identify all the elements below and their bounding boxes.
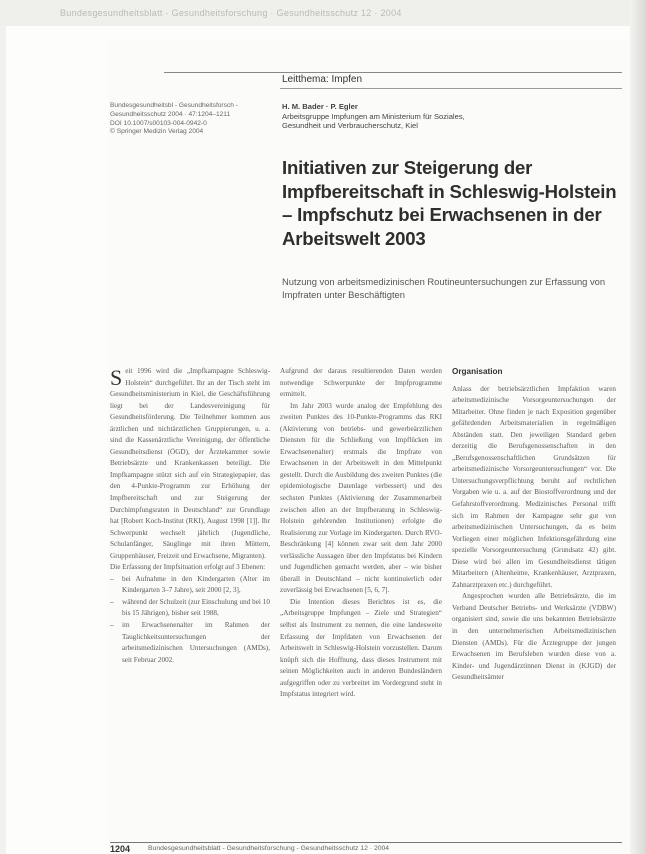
scan-right-edge (630, 0, 646, 854)
section-heading: Organisation (452, 367, 503, 376)
list-item: – bei Aufnahme in den Kindergarten (Alter im Kindergarten 3–7 Jahre), seit 2000 [2, 3], (110, 574, 270, 595)
header-rule-lower (280, 88, 622, 89)
bullet-list (110, 574, 270, 666)
bleed-through-text: Bundesgesundheitsblatt · Gesundheitsforschung · Gesundheitsschutz 12 · 2004 (60, 8, 402, 18)
section-rubric: Leitthema: Impfen (282, 74, 363, 85)
citation-meta (110, 102, 270, 137)
footer-rule (110, 842, 622, 843)
meta-copyright: © Springer Medizin Verlag 2004 (110, 128, 204, 136)
journal-footer: Bundesgesundheitsblatt - Gesundheitsforschung - Gesundheitsschutz 12 · 2004 (148, 845, 390, 852)
body-paragraph: Im Jahr 2003 wurde analog der Empfehlung des zweiten Punktes des 10-Punkte-Programms das RKI (Aktivierung von betriebs- und gewerbeärztlichen Diensten für die Schließung von Impflücken im Erwachsenenalter) erstmals die Impfrate von Erwachsenen in der Arbeitswelt in den Mittelpunkt gestellt. Durch die Ausbildung des zweiten Punktes (die epidemiologische Datenlage verbessert) und des sechsten Punktes (Aktivierung der Zusammenarbeit zwischen allen an der Impfberatung in Schleswig-Holstein gehörenden Institutionen) erfolgte die Realisierung zur Vorlage im Kindergarten. Durch RVO-Beschränkung [4] können zwar seit dem Jahr 2000 verlässliche Aussagen über den Impfstatus bei Kindern und Jugendlichen gemacht werden, aber – wie bisher überall in Deutschland – nicht kontinuierlich oder zuverlässig bei Erwachsenen [5, 6, 7]. (280, 401, 442, 595)
author-names: H. M. Bader · P. Egler (282, 102, 358, 111)
body-column-1 (110, 366, 270, 838)
body-paragraph: Angesprochen wurden alle Betriebsärzte, die im Verband Deutscher Betriebs- und Werksärzte (VDBW) organisiert sind, sowie die uns bekannten Betriebsärzte in den unternehmerischen Arbeitsmedizinischen Diensten (AMDs). Für die Ärztegruppe der jungen Erwachsenen im Berufsleben wurden diese von a. Kinder- und Jugendärztinnen Dienst in (KJGD) der Gesundheitsämter (452, 592, 616, 682)
article-subtitle: Nutzung von arbeitsmedizinischen Routineuntersuchungen zur Erfassung von Impfraten unter Beschäftigten (282, 276, 606, 300)
scan-top-strip (0, 0, 646, 26)
author-block (282, 102, 612, 131)
body-paragraph: Die Intention dieses Berichtes ist es, die „Arbeitsgruppe Impfungen – Ziele und Strategien“ selbst als Instrument zu nennen, die eine landesweite Erfassung der Impfdaten von Erwachsenen der Arbeitswelt in Schleswig-Holstein vorzustellen. Darum knüpft sich die Hoffnung, dass dieses Instrument mit seinen Möglichkeiten auch in anderen Bundesländern aufgegriffen oder zu verbreitet im Vordergrund steht in Impfstatus integriert wird. (280, 597, 442, 699)
body-column-3 (452, 366, 616, 838)
drop-cap: S (110, 366, 123, 390)
meta-line: Bundesgesundheitsbl - Gesundheitsforsch - (110, 102, 238, 109)
author-affiliation: Arbeitsgruppe Impfungen am Ministerium für Soziales, (282, 111, 465, 121)
intro-paragraph: eit 1996 wird die „Impfkampagne Schleswig-Holstein“ durchgeführt. Ihr an der Tisch steht im Gesundheitsministerium in Kiel, die Geschäftsführung liegt bei der Landesvereinigung für Gesundheitsförderung. Die Teilnehmer kommen aus ärztlichen und nichtärztlichen Gruppierungen, u. a. sind die Kassenärztliche Vereinigung, der öffentliche Gesundheitsdienst (ÖGD), der Ärztekammer sowie Betriebsärzte und Krankenkassen beteiligt. Die Impfkampagne stützt sich auf ein Strategiepapier, das den 4-Punkte-Programm zur Erhöhung der Impfbereitschaft und zur Steigerung der Durchimpfungsraten in Deutschland“ zur Grundlage hat [Robert Koch-Institut (RKI), August 1998 [1]]. Ihr Schwerpunkt wechselt jährlich (Jugendliche, Schulanfänger, Säuglinge mit ihren Müttern, Gruppenhäuser, Freizeit und Erwachsene, Migranten). (110, 367, 270, 560)
article-title: Initiativen zur Steigerung der Impfbereitschaft in Schleswig-Holstein – Impfschutz bei Erwachsenen in der Arbeitswelt 2003 (282, 157, 617, 249)
page-number: 1204 (110, 844, 131, 854)
meta-line: Gesundheitsschutz 2004 · 47:1204–1211 (110, 110, 231, 118)
author-affiliation: Gesundheit und Verbraucherschutz, Kiel (282, 121, 418, 131)
body-paragraph: Anlass der betriebsärztlichen Impfaktion waren arbeitsmedizinische Vorsorgeuntersuchungen der Mitarbeiter. Ohne finden je nach Exposition gegenüber gefährdenden Arbeitsmaterialien in regelmäßigen Abständen statt. Den jeweiligen Standard geben derzeitig die Berufsgenossenschaften in den „Berufsgenossenschaftlichen Grundsätzen für arbeitsmedizinische Vorsorgeuntersuchungen“ vor. Die Untersuchungsverpflichtung beruht auf rechtlichen Vorgaben wie u. a. auf der Biostoffverordnung und der Gefahrstoffverordnung. Medizinisches Personal trifft sich im Rahmen der Kampagne sehr gut von arbeitsmedizinischen Untersuchungen, da es beim Vorliegen einer möglichen Infektionsgefährdung eine spezielle Vorsorgeuntersuchung (Grundsatz 42) gibt. Diese wird bei allen im Gesundheitsdienst tätigen Mitarbeitern (Altenheime, Krankenhäuser, Arztpraxen, Zahnarztpraxen etc.) durchgeführt. (452, 384, 616, 589)
list-item: – im Erwachsenenalter im Rahmen der Tauglichkeitsuntersuchungen der arbeitsmedizinischen Untersuchungen (AMDs), seit Februar 2002. (110, 621, 270, 664)
scan-left-edge (0, 0, 6, 854)
meta-doi: DOI 10.1007/s00103-004-0942-0 (110, 119, 207, 127)
body-column-2 (280, 366, 442, 838)
body-paragraph: Aufgrund der daraus resultierenden Daten werden notwendige Schwerpunkte der Impfprogramme ermittelt. (280, 367, 442, 399)
body-paragraph: Die Erfassung der Impfsituation erfolgt auf 3 Ebenen: (110, 563, 266, 572)
list-item: – während der Schulzeit (zur Einschulung und bei 10 bis 15 Jährigen), bisher seit 1988, (110, 597, 270, 618)
header-rule (164, 72, 622, 73)
